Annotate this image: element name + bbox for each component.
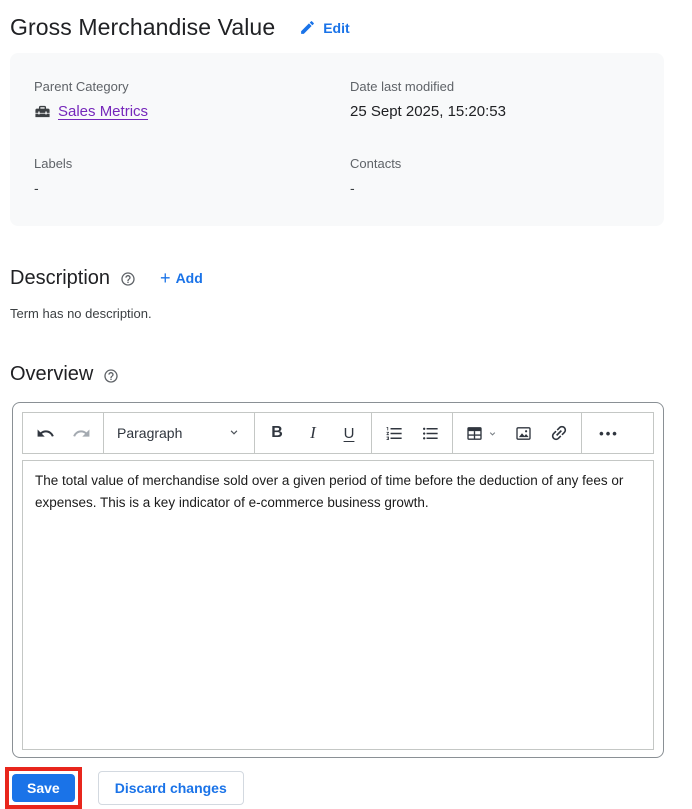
red-highlight-annotation	[5, 767, 82, 809]
paragraph-style-value: Paragraph	[117, 425, 183, 441]
underline-glyph: U	[343, 424, 355, 442]
parent-category-field	[34, 79, 350, 120]
save-button[interactable]: Save	[12, 774, 75, 802]
underline-button[interactable]	[331, 413, 367, 453]
date-modified-value: 25 Sept 2025, 15:20:53	[350, 103, 506, 120]
italic-glyph: I	[310, 423, 316, 442]
table-icon	[465, 424, 484, 443]
pencil-icon	[299, 19, 316, 36]
italic-button[interactable]	[295, 413, 331, 453]
overview-section	[10, 363, 676, 758]
help-circle-icon[interactable]	[120, 271, 136, 287]
description-section	[10, 266, 676, 321]
action-button-row	[10, 767, 676, 809]
editor-content-area[interactable]	[22, 460, 654, 750]
chevron-down-icon	[227, 425, 241, 442]
contacts-field	[350, 156, 640, 196]
editor-toolbar	[22, 412, 654, 454]
more-options-icon[interactable]: •••	[586, 413, 632, 453]
insert-link-icon[interactable]	[541, 413, 577, 453]
overview-heading: Overview	[10, 363, 94, 385]
insert-image-icon[interactable]	[505, 413, 541, 453]
rich-text-editor	[12, 402, 664, 758]
editor-text: The total value of merchandise sold over a given period of time before the deduction of any fees or expenses. This is a key indicator of e-commerce business growth.	[35, 473, 624, 510]
labels-value: -	[34, 180, 39, 196]
description-heading: Description	[10, 266, 111, 289]
labels-label: Labels	[34, 156, 73, 171]
add-description-button[interactable]	[154, 266, 209, 290]
term-info-card	[10, 53, 664, 226]
parent-category-link[interactable]: Sales Metrics	[58, 103, 149, 120]
redo-icon[interactable]	[63, 413, 99, 453]
bold-glyph: B	[271, 424, 283, 441]
edit-button[interactable]	[293, 15, 355, 40]
discard-changes-button[interactable]: Discard changes	[98, 771, 244, 805]
date-modified-label: Date last modified	[350, 79, 455, 94]
edit-button-label: Edit	[323, 19, 350, 36]
help-circle-icon[interactable]	[103, 368, 119, 384]
chevron-down-icon	[487, 428, 498, 439]
page-header	[10, 14, 676, 41]
parent-category-label: Parent Category	[34, 79, 129, 94]
undo-icon[interactable]	[27, 413, 63, 453]
contacts-label: Contacts	[350, 156, 402, 171]
labels-field	[34, 156, 350, 196]
page-title: Gross Merchandise Value	[10, 14, 276, 40]
description-empty-text: Term has no description.	[10, 306, 152, 321]
category-toolbox-icon	[34, 103, 51, 120]
insert-table-button[interactable]	[457, 413, 505, 453]
paragraph-style-dropdown[interactable]	[104, 413, 254, 453]
plus-icon: +	[160, 268, 171, 288]
bulleted-list-icon[interactable]	[412, 413, 448, 453]
contacts-value: -	[350, 180, 355, 196]
add-button-label: Add	[175, 270, 203, 286]
numbered-list-icon[interactable]	[376, 413, 412, 453]
bold-button[interactable]	[259, 413, 295, 453]
date-modified-field	[350, 79, 640, 120]
